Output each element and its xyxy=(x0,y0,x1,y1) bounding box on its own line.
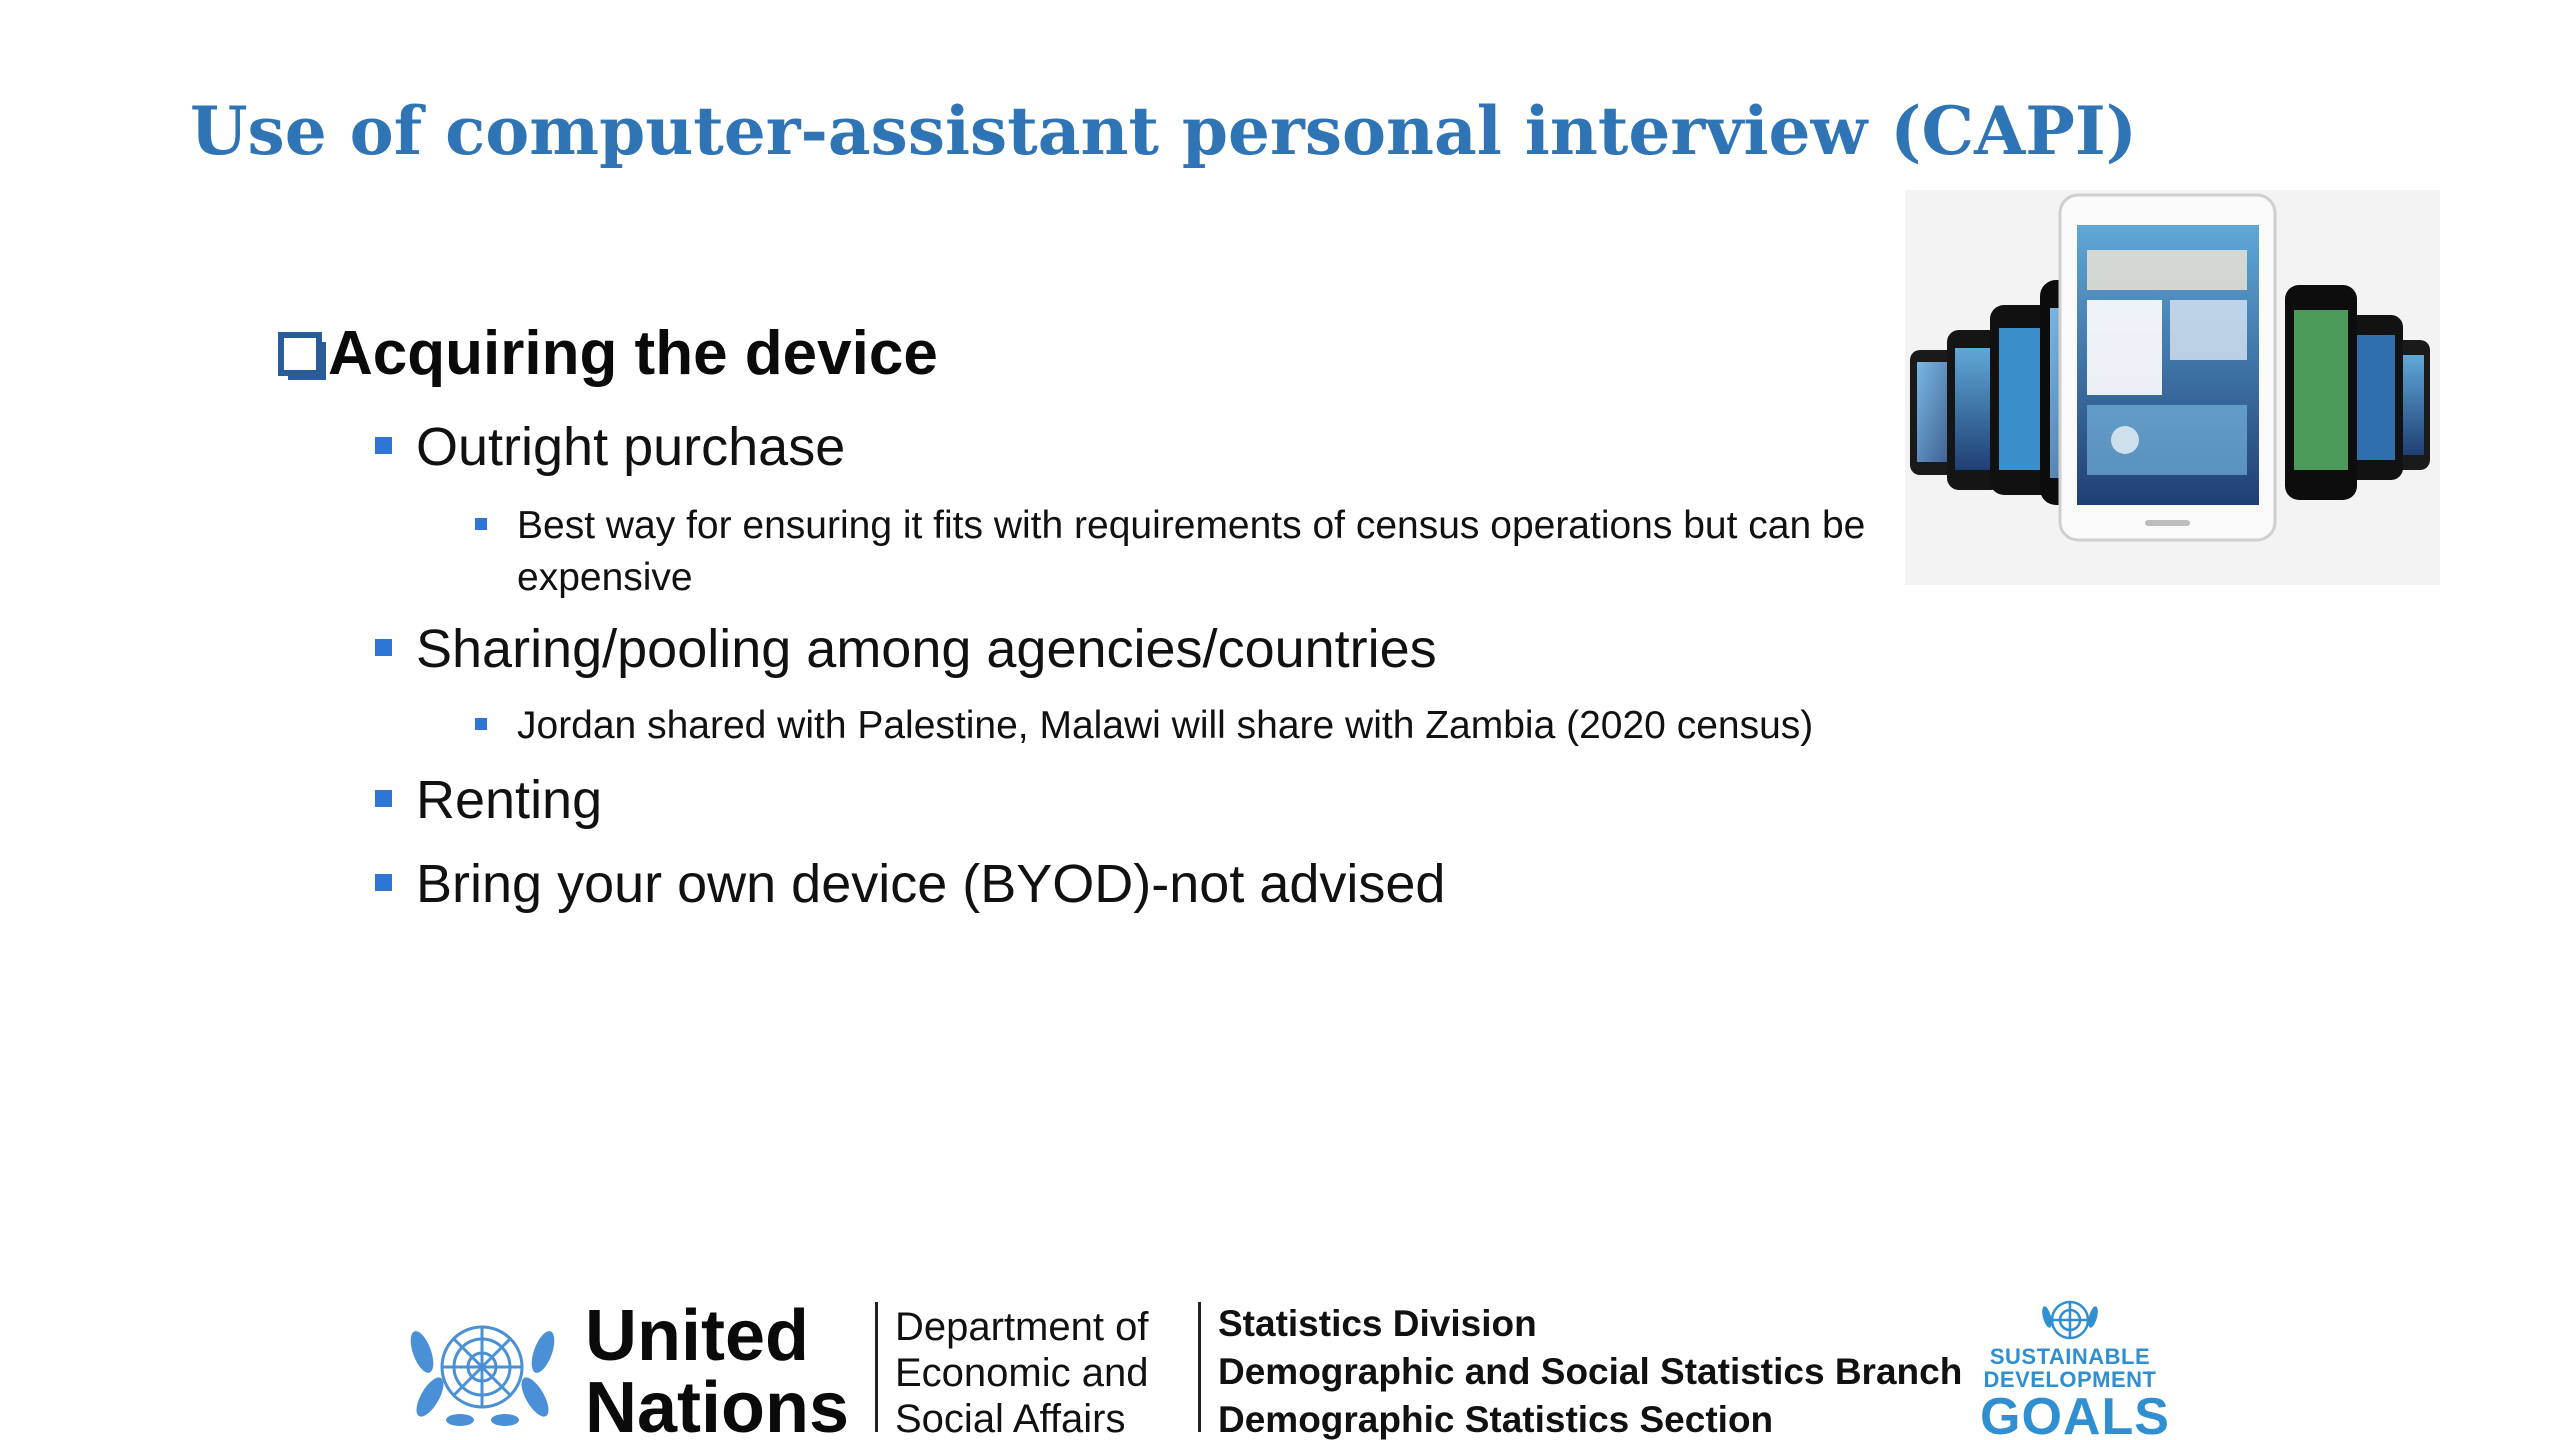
sub-bullet-item xyxy=(475,700,2275,752)
bullet-item xyxy=(375,617,1437,681)
heading-acquiring-device xyxy=(278,318,938,389)
bullet-item xyxy=(375,852,1445,916)
division-name: Statistics Division xyxy=(1218,1303,1537,1344)
un-wordmark xyxy=(585,1296,850,1440)
heading-text: Acquiring the device xyxy=(328,319,938,388)
sub-bullet-label: Best way for ensuring it fits with requirements of census operations but can be expensive xyxy=(517,504,1866,599)
square-bullet-icon xyxy=(375,639,392,656)
footer xyxy=(0,1280,2560,1440)
square-bullet-icon xyxy=(375,874,392,891)
desa-line1: Department of xyxy=(895,1305,1149,1349)
un-line2: Nations xyxy=(585,1368,850,1440)
statistics-division-block xyxy=(1218,1300,1962,1440)
bullet-item xyxy=(375,415,845,479)
un-emblem-icon xyxy=(400,1302,565,1432)
desa-line3: Social Affairs xyxy=(895,1397,1126,1440)
slide-title: Use of computer-assistant personal interview (CAPI) xyxy=(190,92,2137,170)
desa-line2: Economic and xyxy=(895,1351,1149,1395)
section-name: Demographic Statistics Section xyxy=(1218,1399,1774,1440)
square-bullet-icon xyxy=(475,718,487,730)
sdg-line1: SUSTAINABLE xyxy=(1989,1344,2151,1369)
bullet-label: Bring your own device (BYOD)-not advised xyxy=(416,854,1446,914)
sdg-goals: GOALS xyxy=(1980,1388,2170,1440)
checkbox-bullet-icon xyxy=(278,332,322,376)
square-bullet-icon xyxy=(475,518,487,530)
branch-name: Demographic and Social Statistics Branch xyxy=(1218,1351,1963,1392)
sub-bullet-label: Jordan shared with Palestine, Malawi will share with Zambia (2020 census) xyxy=(517,704,1814,747)
desa-name xyxy=(895,1304,1148,1440)
un-globe-icon xyxy=(2041,1295,2099,1345)
sdg-line2: DEVELOPMENT xyxy=(1983,1367,2157,1392)
bullet-label: Renting xyxy=(416,770,603,830)
un-line1: United xyxy=(585,1296,809,1376)
bullet-label: Outright purchase xyxy=(416,417,846,477)
sdg-logo xyxy=(1980,1295,2170,1440)
bullet-item xyxy=(375,768,602,832)
square-bullet-icon xyxy=(375,437,392,454)
square-bullet-icon xyxy=(375,790,392,807)
bullet-label: Sharing/pooling among agencies/countries xyxy=(416,619,1437,679)
footer-divider xyxy=(875,1302,878,1432)
footer-divider xyxy=(1198,1302,1201,1432)
sub-bullet-item xyxy=(475,500,2030,604)
